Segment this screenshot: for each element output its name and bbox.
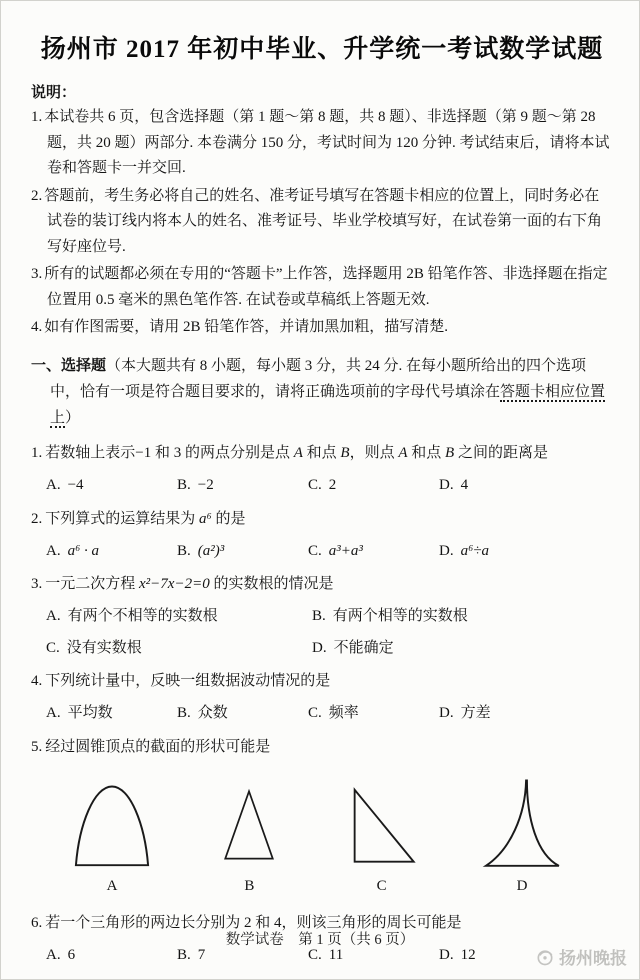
question-2-option-a: A. a⁶ · a [46,542,100,559]
right-triangle-shape [346,775,418,875]
instruction-item-3 [31,262,613,313]
instruction-text: 所有的试题都必须在专用的“答题卡”上作答，选择题用 2B 铅笔作答、非选择题在指定位置用 0.5 毫米的黑色笔作答. 在试卷或草稿纸上答题无效. [44,266,608,308]
instruction-item-1 [31,105,613,182]
instruction-number: 3. [31,266,43,282]
instruction-number: 2. [31,187,43,204]
question-3 [31,572,613,659]
question-5-stem [31,735,613,759]
yangzhou-evening-news-logo-icon [535,947,555,967]
isosceles-triangle-shape [216,775,282,875]
question-1-option-a: A. −4 [46,477,84,494]
question-3-options-row-1 [46,605,613,628]
question-2-stem [31,507,613,531]
question-3-stem [31,572,613,596]
question-4-option-c: C. 频率 [308,705,359,722]
page-footer: 数学试卷 第 1 页（共 6 页） [225,932,415,948]
question-1-option-b: B. −2 [177,477,214,494]
figure-label: A [106,877,118,894]
question-2-options [46,540,613,563]
question-text: 经过圆锥顶点的截面的形状可能是 [45,738,271,755]
figure-label: C [376,877,387,894]
question-5-figure-b [216,775,282,895]
question-6-option-c: C. 11 [308,946,344,963]
question-text: 一元二次方程 x²−7x−2=0 的实数根的情况是 [45,576,334,593]
instructions-label: 说明： [31,85,77,101]
parabolic-dome-shape [71,775,153,875]
question-4-option-d: D. 方差 [439,705,491,722]
question-text: 下列统计量中，反映一组数据波动情况的是 [45,673,331,690]
question-6-option-d: D. 12 [439,946,476,963]
question-1-stem [31,441,613,465]
question-3-options-row-2 [46,637,613,660]
question-text: 若一个三角形的两边长分别为 2 和 4，则该三角形的周长可能是 [45,914,462,931]
figure-label: D [516,877,528,894]
question-5-figure-d [481,773,563,895]
question-3-option-b: B. 有两个相等的实数根 [312,608,468,625]
question-6-option-b: B. 7 [177,946,206,963]
instruction-number: 4. [31,319,43,335]
question-4-option-a: A. 平均数 [46,705,113,722]
page-content [1,1,639,966]
instruction-item-4 [31,315,613,341]
instructions-block [31,81,613,341]
question-3-option-d: D. 不能确定 [312,639,394,656]
question-text: 若数轴上表示−1 和 3 的两点分别是点 A 和点 B，则点 A 和点 B 之间的距离是 [45,445,548,462]
question-1-options [46,474,613,497]
question-number: 5. [31,738,43,755]
question-4-stem [31,669,613,693]
question-number: 1. [31,445,43,462]
question-number: 6. [31,914,43,931]
figure-label: B [244,877,255,894]
question-1-option-d: D. 4 [439,477,469,494]
watermark [535,944,627,969]
instruction-number: 1. [31,109,43,125]
section-one-heading: 一、选择题（本大题共有 8 小题，每小题 3 分，共 24 分. 在每小题所给出的四个选项中，恰有一项是符合题目要求的，请将正确选项前的字母代号填涂在答题卡相应位置上） [31,357,606,426]
question-text: 下列算式的运算结果为 a⁶ 的是 [45,510,246,527]
instruction-text: 本试卷共 6 页，包含选择题（第 1 题～第 8 题，共 8 题）、非选择题（第 9 题～第 28 题，共 20 题）两部分. 本卷满分 150 分，考试时间为 120 分钟. 考试结束后，请将本试卷和答题卡一并交回. [44,109,610,176]
question-number: 2. [31,510,43,527]
instruction-item-2 [31,184,613,261]
concave-cusp-shape [481,773,563,875]
question-4-options [46,702,613,725]
instruction-text: 如有作图需要，请用 2B 铅笔作答，并请加黑加粗，描写清楚. [44,319,449,335]
question-5-figure-a [71,775,153,895]
question-5-figure-c [346,775,418,895]
question-2 [31,507,613,563]
question-6-option-a: A. 6 [46,946,76,963]
question-2-option-c: C. a³+a³ [308,542,363,559]
question-3-option-c: C. 没有实数根 [46,639,142,656]
watermark-text: 扬州晚报 [559,949,627,968]
question-5-figures [71,773,563,895]
question-3-option-a: A. 有两个不相等的实数根 [46,608,218,625]
question-2-option-d: D. a⁶÷a [439,542,490,559]
question-number: 3. [31,576,43,593]
question-1-option-c: C. 2 [308,477,337,494]
question-5 [31,735,613,895]
page-title: 扬州市 2017 年初中毕业、升学统一考试数学试题 [40,36,604,63]
question-2-option-b: B. (a²)³ [177,542,225,559]
question-4-option-b: B. 众数 [177,705,228,722]
question-4 [31,669,613,725]
question-1 [31,441,613,497]
question-number: 4. [31,673,43,690]
instruction-text: 答题前，考生务必将自己的姓名、准考证号填写在答题卡相应的位置上，同时务必在试卷的装订线内将本人的姓名、准考证号、毕业学校填写好，在试卷第一面的右下角写好座位号. [44,187,603,255]
